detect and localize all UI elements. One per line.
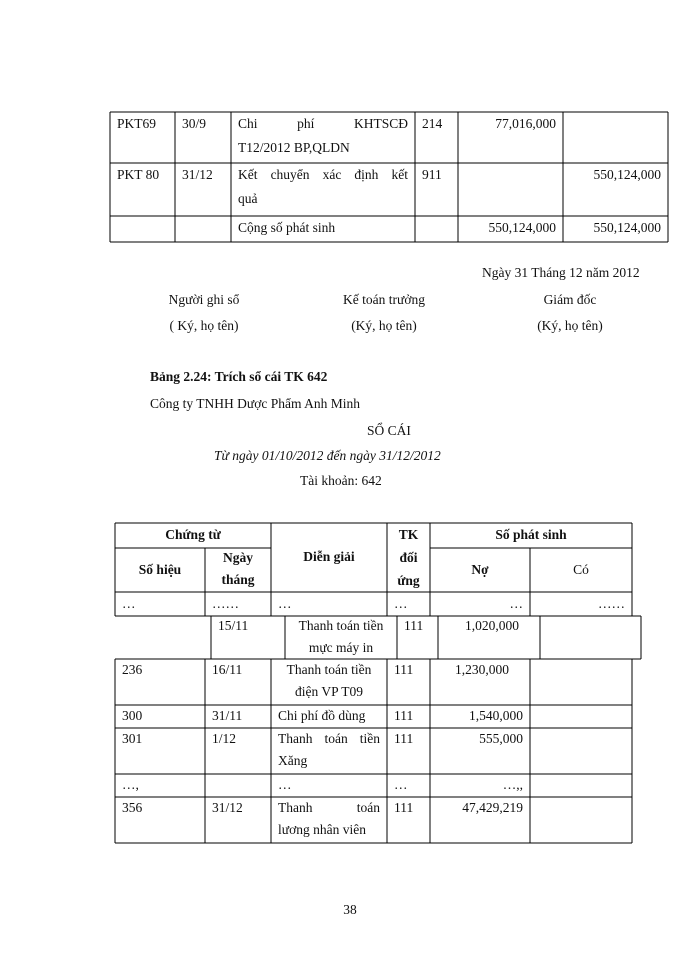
table-caption: Bảng 2.24: Trích sổ cái TK 642 (150, 369, 328, 384)
word: định (354, 167, 379, 182)
dots-co: …… (598, 596, 625, 611)
row-1511-dien-giai-line2: mực máy in (308, 640, 374, 655)
row-301-tk: 111 (394, 731, 414, 746)
header-ung: ứng (397, 573, 420, 588)
row-236-ngay: 16/11 (212, 662, 243, 677)
row-301-ngay: 1/12 (212, 731, 237, 746)
date-line: Ngày 31 Tháng 12 năm 2012 (482, 265, 640, 280)
word: tiền (359, 731, 380, 746)
row-356-no: 47,429,219 (462, 800, 523, 815)
word: toán (324, 731, 348, 746)
row-300-ngay: 31/11 (212, 708, 243, 723)
word: Thanh (278, 731, 313, 746)
word: chuyển (270, 167, 310, 182)
header-co: Có (573, 562, 589, 577)
header-dien-giai: Diễn giải (303, 549, 355, 564)
row-301-no: 555,000 (479, 731, 523, 746)
word: KHTSCĐ (353, 116, 408, 131)
row-300-tk: 111 (394, 708, 414, 723)
dots2-so-hieu: …, (122, 777, 139, 792)
header-tk: TK (398, 527, 419, 542)
header-no: Nợ (471, 562, 489, 577)
top-row2-co: 550,124,000 (593, 167, 661, 182)
row-356-dien-giai-line2: lương nhân viên (278, 822, 366, 837)
top-row2-tk: 911 (422, 167, 442, 182)
word: Thanh (278, 800, 313, 815)
top-row1-dien-giai-line2: T12/2012 BP,QLDN (238, 140, 350, 155)
row-300-no: 1,540,000 (469, 708, 523, 723)
row-356-ngay: 31/12 (212, 800, 243, 815)
row-300-dien-giai: Chi phí đồ dùng (278, 708, 366, 723)
page-number: 38 (343, 902, 357, 917)
dots-tk: … (394, 596, 408, 611)
word: kết (391, 167, 408, 182)
row-301-dien-giai-line2: Xăng (278, 753, 308, 768)
row-236-so-hieu: 236 (122, 662, 143, 677)
top-row3-total-label: Cộng số phát sinh (238, 220, 336, 235)
top-row3-no: 550,124,000 (488, 220, 556, 235)
header-thang: tháng (221, 572, 255, 587)
dots-so-hieu: … (122, 596, 136, 611)
top-row2-ngay: 31/12 (182, 167, 213, 182)
top-row1-so-hieu: PKT69 (117, 116, 157, 131)
header-doi: đối (399, 550, 418, 565)
row-236-no: 1,230,000 (455, 662, 509, 677)
dots2-dien-giai: … (278, 777, 292, 792)
dots-ngay: …… (212, 596, 239, 611)
ledger-title: SỔ CÁI (367, 423, 411, 438)
word: Chi (238, 116, 258, 131)
dots2-no: …,, (502, 777, 523, 792)
ledger-period: Từ ngày 01/10/2012 đến ngày 31/12/2012 (214, 448, 441, 463)
signature-note-director: (Ký, họ tên) (537, 318, 603, 333)
row-236-dien-giai-line2: điện VP T09 (294, 684, 363, 699)
signature-note-recorder: ( Ký, họ tên) (169, 318, 239, 333)
account-number: Tài khoản: 642 (300, 473, 382, 488)
dots-dien-giai: … (278, 596, 292, 611)
row-356-dien-giai-line1 (273, 796, 385, 820)
top-row1-ngay: 30/9 (182, 116, 207, 131)
signature-role-recorder: Người ghi sổ (168, 292, 240, 307)
signature-role-director: Giám đốc (543, 292, 597, 307)
top-row3-co: 550,124,000 (593, 220, 661, 235)
row-301-dien-giai-line1 (273, 727, 385, 751)
signature-role-chief-accountant: Kế toán trưởng (343, 292, 425, 307)
word: phí (297, 116, 315, 131)
top-row2-so-hieu: PKT 80 (117, 167, 160, 182)
company-name: Công ty TNHH Dược Phẩm Anh Minh (150, 396, 360, 411)
row-356-so-hieu: 356 (122, 800, 143, 815)
row-1511-no: 1,020,000 (465, 618, 519, 633)
header-so-hieu: Số hiệu (138, 562, 182, 577)
top-row1-tk: 214 (422, 116, 443, 131)
row-1511-dien-giai-line1: Thanh toán tiền (298, 618, 384, 633)
header-so-phat-sinh: Số phát sinh (495, 527, 567, 542)
header-ngay: Ngày (223, 550, 253, 565)
word: xác (322, 167, 342, 182)
row-1511-ngay: 15/11 (218, 618, 249, 633)
top-row1-no: 77,016,000 (495, 116, 556, 131)
row-236-dien-giai-line1: Thanh toán tiền (286, 662, 372, 677)
word: Kết (238, 167, 258, 182)
signature-note-chief-accountant: (Ký, họ tên) (351, 318, 417, 333)
top-row2-dien-giai-line2: quả (238, 191, 258, 206)
dots-no: … (509, 596, 523, 611)
dots2-tk: … (394, 777, 408, 792)
header-chung-tu: Chứng từ (165, 527, 221, 542)
word: toán (356, 800, 380, 815)
row-301-so-hieu: 301 (122, 731, 143, 746)
row-236-tk: 111 (394, 662, 414, 677)
row-1511-tk: 111 (404, 618, 424, 633)
row-356-tk: 111 (394, 800, 414, 815)
row-300-so-hieu: 300 (122, 708, 143, 723)
